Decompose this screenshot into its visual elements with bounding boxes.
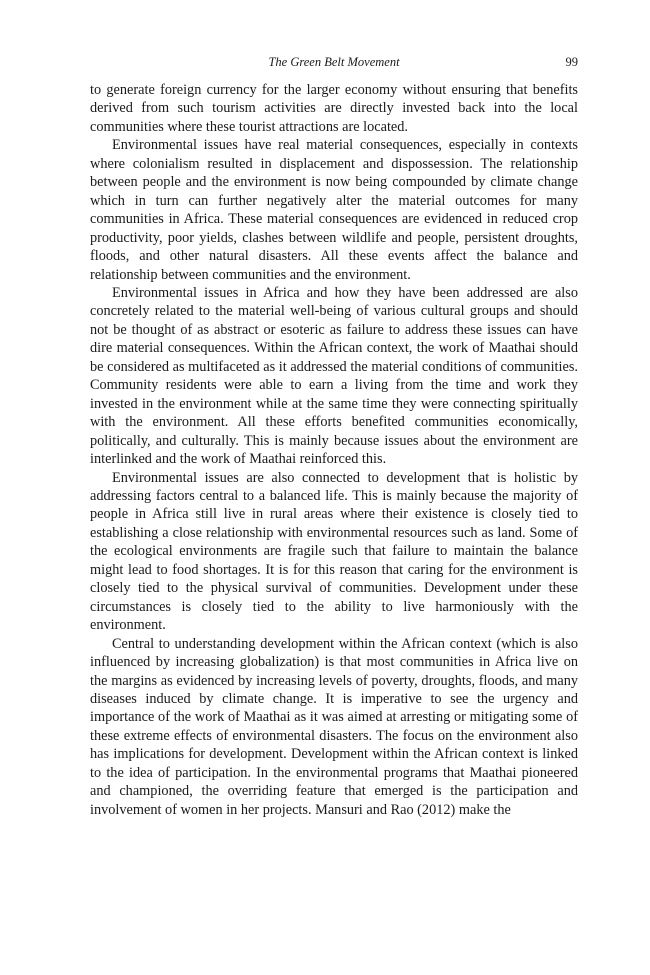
running-header bbox=[90, 52, 578, 72]
paragraph: Environmental issues are also connected to development that is holistic by addressing factors central to a balanced life. This is mainly because the majority of people in Africa still live in rural areas where their existence is closely tied to establishing a close relationship with environmental resources such as land. Some of the ecological environments are fragile such that failure to maintain the balance might lead to food shortages. It is for this reason that caring for the environment is closely tied to the physical survival of communities. Development under these circumstances is closely tied to the ability to live harmoniously with the environment. bbox=[90, 469, 578, 634]
paragraph: Environmental issues in Africa and how they have been addressed are also concretely related to the material well-being of various cultural groups and should not be thought of as abstract or esoteric as failure to address these issues can have dire material consequences. Within the African context, the work of Maathai should be considered as multifaceted as it addressed the material conditions of communities. Community residents were able to earn a living from the time and work they invested in the environment while at the same time they were connecting spiritually with the environment. All these efforts benefited communities economically, politically, and culturally. This is mainly because issues about the environment are interlinked and the work of Maathai reinforced this. bbox=[90, 284, 578, 468]
book-page bbox=[90, 52, 578, 819]
paragraph: Environmental issues have real material consequences, especially in contexts where colonialism resulted in displacement and dispossession. The relationship between people and the environment is now being compounded by climate change which in turn can further negatively alter the material outcomes for many communities in Africa. These material consequences are evidenced in reduced crop productivity, poor yields, clashes between wildlife and people, persistent droughts, floods, and other natural disasters. All these events affect the balance and relationship between communities and the environment. bbox=[90, 137, 578, 283]
paragraph: Central to understanding development within the African context (which is also influenced by increasing globalization) is that most communities in Africa live on the margins as evidenced by increasing levels of poverty, droughts, floods, and many diseases induced by climate change. It is imperative to see the urgency and importance of the work of Maathai as it was aimed at arresting or mitigating some of these extreme effects of environmental disasters. The focus on the environment also has implications for development. Development within the African context is linked to the idea of participation. In the environmental programs that Maathai pioneered and championed, the overriding feature that emerged is the participation and involvement of women in her projects. Mansuri and Rao (2012) make the bbox=[90, 635, 578, 818]
paragraph-continued: to generate foreign currency for the larger economy without ensuring that benefits derived from such tourism activities are directly invested back into the local communities where these tourist attractions are located. bbox=[90, 82, 578, 135]
body-text bbox=[90, 81, 578, 819]
running-title: The Green Belt Movement bbox=[268, 55, 400, 69]
page-number: 99 bbox=[565, 55, 578, 69]
